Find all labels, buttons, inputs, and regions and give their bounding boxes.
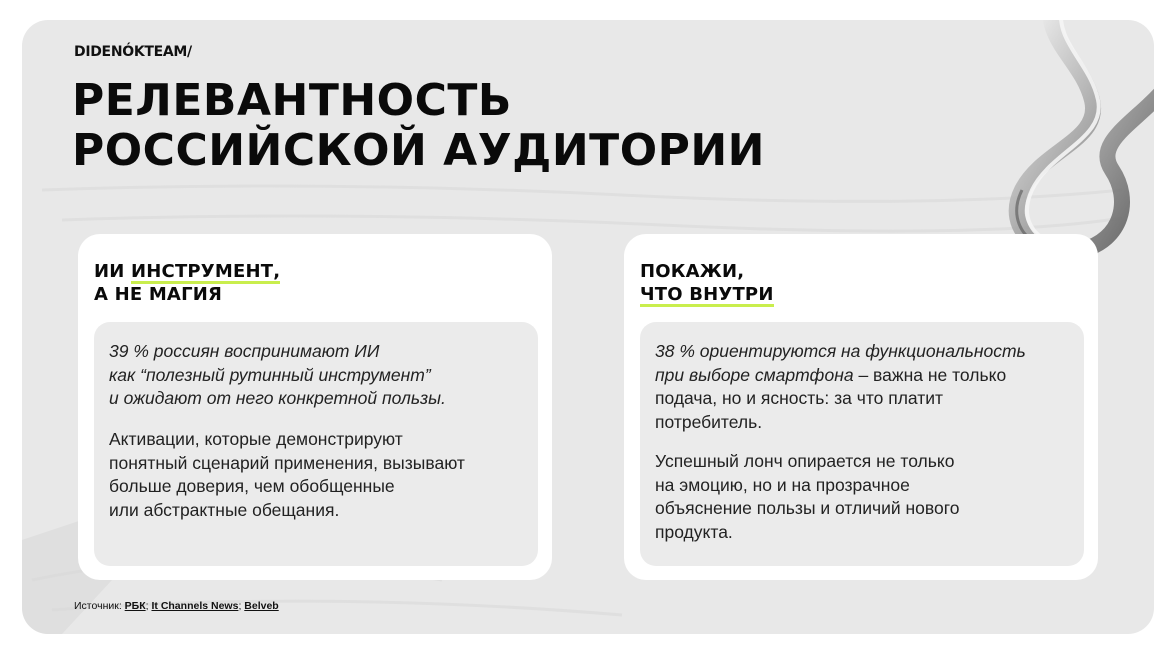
separator: ; — [145, 600, 149, 612]
card-ai-tool — [78, 234, 552, 580]
card-show-inside — [624, 234, 1098, 580]
card-paragraph-2 — [655, 450, 1075, 544]
text-line: продукта. — [655, 521, 733, 542]
text-line: понятный сценарий применения, вызывают — [109, 452, 465, 473]
separator: ; — [238, 600, 242, 612]
title-line-1: РЕЛЕВАНТНОСТЬ — [72, 75, 512, 126]
heading-line-1: ПОКАЖИ, — [640, 261, 745, 282]
text-line: и ожидают от него конкретной пользы. — [109, 388, 446, 408]
source-link-rbk[interactable]: РБК — [124, 600, 146, 612]
source-link-it-channels-news[interactable]: It Channels News — [151, 600, 239, 612]
heading-line-2: А НЕ МАГИЯ — [94, 284, 223, 305]
text-line: потребитель. — [655, 411, 763, 432]
heading-plain: ИИ — [94, 261, 131, 282]
text-italic: при выборе смартфона — [655, 364, 854, 385]
heading-highlight: ЧТО ВНУТРИ — [640, 284, 774, 305]
card-heading — [94, 260, 280, 306]
text-line: 38 % ориентируются на функциональность — [655, 341, 1026, 361]
text-line: подача, но и ясность: за что платит — [655, 388, 944, 408]
text-line: Активации, которые демонстрируют — [109, 429, 403, 449]
text-line: на эмоцию, но и на прозрачное — [655, 474, 910, 495]
heading-line-1 — [94, 260, 280, 283]
text-line: или абстрактные обещания. — [109, 499, 340, 520]
text-line — [655, 364, 1075, 388]
text-line: Успешный лонч опирается не только — [655, 451, 955, 471]
text-line: как “полезный рутинный инструмент” — [109, 364, 431, 385]
title-line-2: РОССИЙСКОЙ АУДИТОРИИ — [72, 125, 765, 176]
card-paragraph-1 — [109, 340, 529, 411]
card-text-box — [640, 322, 1084, 566]
slide — [22, 20, 1154, 634]
text-line: больше доверия, чем обобщенные — [109, 476, 395, 496]
heading-line-2 — [640, 283, 774, 306]
heading-highlight: ИНСТРУМЕНТ, — [131, 261, 281, 282]
text-plain: – важна не только — [853, 364, 1007, 385]
text-line: объяснение пользы и отличий нового — [655, 498, 960, 518]
brand-logo: DIDENÓKTEAM/ — [74, 44, 192, 60]
source-label: Источник: — [74, 600, 122, 612]
card-paragraph-1 — [655, 340, 1075, 434]
source-link-belveb[interactable]: Belveb — [244, 600, 279, 612]
page-title — [72, 76, 765, 176]
text-line: 39 % россиян воспринимают ИИ — [109, 341, 380, 361]
card-text-box — [94, 322, 538, 566]
source-citation — [74, 600, 279, 612]
card-heading — [640, 260, 774, 306]
card-paragraph-2 — [109, 428, 529, 522]
